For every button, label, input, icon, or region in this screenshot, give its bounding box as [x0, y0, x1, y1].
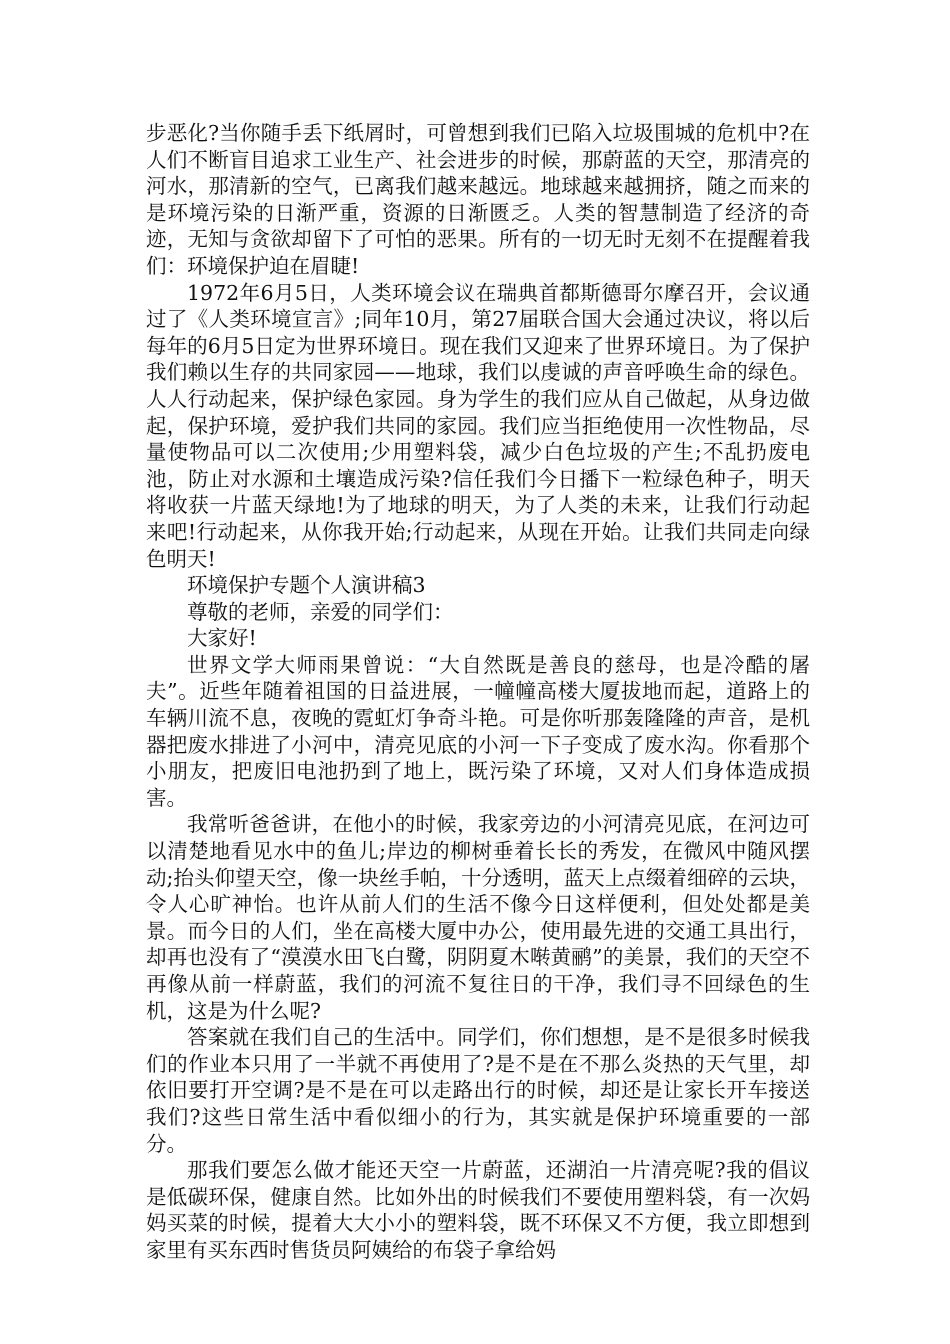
document-page [146, 120, 810, 1264]
speech-title: 环境保护专题个人演讲稿3 [187, 573, 426, 598]
paragraph-hugo-quote: 世界文学大师雨果曾说：“大自然既是善良的慈母，也是冷酷的屠夫”。近些年随着祖国的日益进展，一幢幢高楼大厦拔地而起，道路上的车辆川流不息，夜晚的霓虹灯争奇斗艳。可是你听那轰隆隆的声音，是机器把废水排进了小河中，清亮见底的小河一下子变成了废水沟。你看那个小朋友，把废旧电池扔到了地上，既污染了环境，又对人们身体造成损害。 [146, 652, 810, 810]
paragraph-proposal: 那我们要怎么做才能还天空一片蔚蓝，还湖泊一片清亮呢?我的倡议是低碳环保，健康自然。比如外出的时候我们不要使用塑料袋，有一次妈妈买菜的时候，提着大大小小的塑料袋，既不环保又不方便，我立即想到家里有买东西时售货员阿姨给的布袋子拿给妈 [146, 1158, 810, 1262]
paragraph-environment-day: 1972年6月5日，人类环境会议在瑞典首都斯德哥尔摩召开，会议通过了《人类环境宣言》;同年10月，第27届联合国大会通过决议，将以后每年的6月5日定为世界环境日。现在我们又迎来了世界环境日。为了保护我们赖以生存的共同家园——地球，我们以虔诚的声音呼唤生命的绿色。人人行动起来，保护绿色家园。身为学生的我们应从自己做起，从身边做起，保护环境，爱护我们共同的家园。我们应当拒绝使用一次性物品，尽量使物品可以二次使用;少用塑料袋，减少白色垃圾的产生;不乱扔废电池，防止对水源和土壤造成污染?信任我们今日播下一粒绿色种子，明天将收获一片蓝天绿地!为了地球的明天，为了人类的未来，让我们行动起来吧!行动起来，从你我开始;行动起来，从现在开始。让我们共同走向绿色明天! [146, 280, 810, 571]
paragraph-fathers-memory: 我常听爸爸讲，在他小的时候，我家旁边的小河清亮见底，在河边可以清楚地看见水中的鱼儿;岸边的柳树垂着长长的秀发，在微风中随风摆动;抬头仰望天空，像一块丝手帕，十分透明，蓝天上点缀着细碎的云块，令人心旷神怡。也许从前人们的生活不像今日这样便利，但处处都是美景。而今日的人们，坐在高楼大厦中办公，使用最先进的交通工具出行，却再也没有了“漠漠水田飞白鹭，阴阴夏木啭黄鹂”的美景，我们的天空不再像从前一样蔚蓝，我们的河流不复往日的干净，我们寻不回绿色的生机，这是为什么呢? [146, 812, 810, 1023]
speech-greeting: 大家好! [187, 626, 257, 651]
speech-salutation: 尊敬的老师，亲爱的同学们： [187, 599, 454, 624]
paragraph-intro-continuation: 步恶化?当你随手丢下纸屑时，可曾想到我们已陷入垃圾围城的危机中?在人们不断盲目追求工业生产、社会进步的时候，那蔚蓝的天空，那清亮的河水，那清新的空气，已离我们越来越远。地球越来越拥挤，随之而来的是环境污染的日渐严重，资源的日渐匮乏。人类的智慧制造了经济的奇迹，无知与贪欲却留下了可怕的恶果。所有的一切无时无刻不在提醒着我们：环境保护迫在眉睫! [146, 121, 810, 278]
paragraph-answer: 答案就在我们自己的生活中。同学们，你们想想，是不是很多时候我们的作业本只用了一半就不再使用了?是不是在不那么炎热的天气里，却依旧要打开空调?是不是在可以走路出行的时候，却还是让家长开车接送我们?这些日常生活中看似细小的行为，其实就是保护环境重要的一部分。 [146, 1025, 810, 1156]
